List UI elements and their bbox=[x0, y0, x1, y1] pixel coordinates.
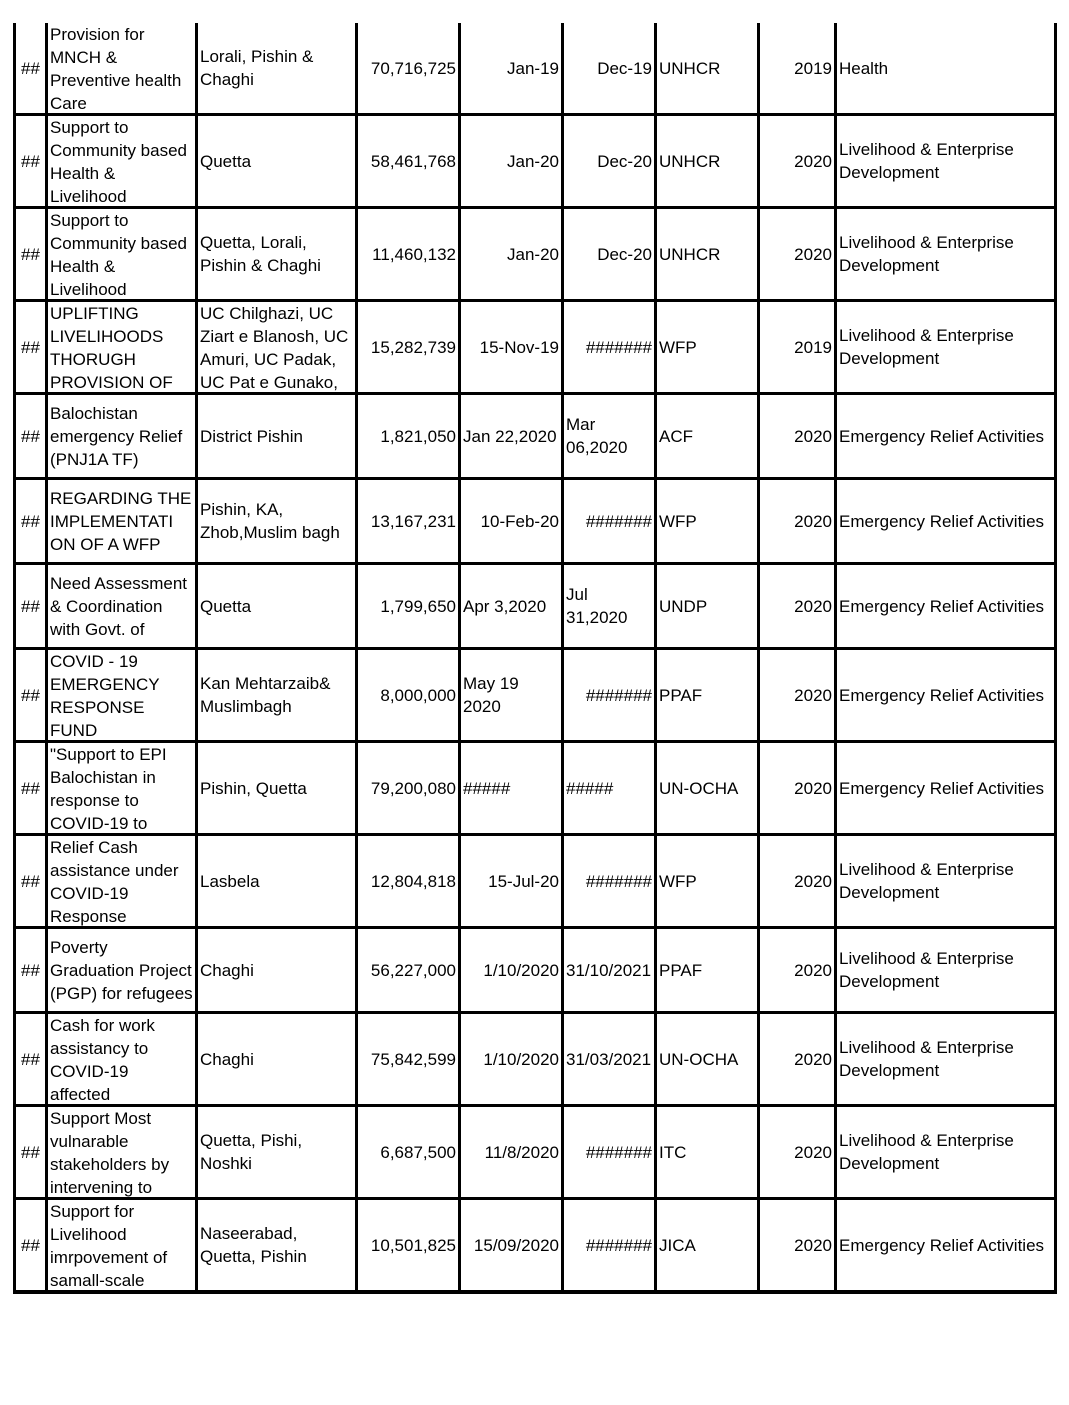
start-date-text: 10-Feb-20 bbox=[480, 511, 559, 531]
year-cell bbox=[759, 742, 836, 835]
year-cell bbox=[759, 479, 836, 564]
sector-text: Livelihood & Enterprise Development bbox=[839, 140, 1014, 182]
sector-text: Livelihood & Enterprise Development bbox=[839, 326, 1014, 368]
sector-cell bbox=[836, 742, 1056, 835]
start-date-cell bbox=[460, 1199, 563, 1293]
start-date-cell bbox=[460, 208, 563, 301]
amount-cell bbox=[357, 23, 460, 115]
row-index-cell bbox=[15, 835, 47, 928]
partner-cell bbox=[656, 928, 759, 1013]
project-title-cell bbox=[47, 115, 197, 208]
start-date-cell bbox=[460, 928, 563, 1013]
amount-text: 8,000,000 bbox=[380, 685, 456, 705]
amount-text: 10,501,825 bbox=[370, 1235, 456, 1255]
end-date-text: Dec-19 bbox=[597, 58, 652, 78]
row-index-cell bbox=[15, 115, 47, 208]
year-cell bbox=[759, 115, 836, 208]
end-date-text: Mar 06,2020 bbox=[566, 415, 628, 457]
year-cell bbox=[759, 1013, 836, 1106]
partner-text: ITC bbox=[659, 1142, 687, 1162]
year-text: 2019 bbox=[794, 58, 832, 78]
year-cell bbox=[759, 835, 836, 928]
row-index-text: ## bbox=[21, 337, 40, 357]
location-cell bbox=[197, 208, 357, 301]
location-text: Lasbela bbox=[200, 871, 260, 891]
location-text: Quetta bbox=[200, 151, 252, 171]
sector-cell bbox=[836, 928, 1056, 1013]
location-cell bbox=[197, 564, 357, 649]
location-cell bbox=[197, 479, 357, 564]
amount-text: 58,461,768 bbox=[370, 151, 456, 171]
partner-text: WFP bbox=[659, 511, 697, 531]
project-title-text: "Support to EPI Balochistan in response to COVID-19 to bbox=[50, 745, 167, 833]
end-date-cell bbox=[563, 208, 656, 301]
end-date-cell bbox=[563, 301, 656, 394]
year-text: 2020 bbox=[794, 1235, 832, 1255]
project-title-text: Relief Cash assistance under COVID-19 Response bbox=[50, 838, 179, 926]
project-title-cell bbox=[47, 1013, 197, 1106]
partner-text: PPAF bbox=[659, 685, 703, 705]
location-cell bbox=[197, 1013, 357, 1106]
sector-text: Livelihood & Enterprise Development bbox=[839, 1131, 1014, 1173]
start-date-cell bbox=[460, 649, 563, 742]
end-date-text: ####### bbox=[585, 337, 652, 357]
row-index-cell bbox=[15, 564, 47, 649]
table-row bbox=[15, 394, 1056, 479]
row-index-text: ## bbox=[21, 1235, 40, 1255]
row-index-text: ## bbox=[21, 1049, 40, 1069]
start-date-cell bbox=[460, 115, 563, 208]
start-date-text: 1/10/2020 bbox=[483, 1049, 559, 1069]
row-index-text: ## bbox=[21, 426, 40, 446]
end-date-cell bbox=[563, 564, 656, 649]
sector-cell bbox=[836, 1199, 1056, 1293]
partner-cell bbox=[656, 479, 759, 564]
location-cell bbox=[197, 301, 357, 394]
sector-text: Emergency Relief Activities bbox=[839, 1235, 1045, 1255]
start-date-text: 1/10/2020 bbox=[483, 960, 559, 980]
partner-text: ACF bbox=[659, 426, 693, 446]
year-cell bbox=[759, 1199, 836, 1293]
location-text: UC Chilghazi, UC Ziart e Blanosh, UC Amuri, UC Padak, UC Pat e Gunako, bbox=[200, 304, 349, 392]
end-date-cell bbox=[563, 479, 656, 564]
year-text: 2020 bbox=[794, 871, 832, 891]
year-text: 2020 bbox=[794, 596, 832, 616]
project-title-cell bbox=[47, 1199, 197, 1293]
start-date-cell bbox=[460, 479, 563, 564]
start-date-cell bbox=[460, 835, 563, 928]
end-date-text: 31/10/2021 bbox=[566, 960, 652, 980]
project-title-text: COVID - 19 EMERGENCY RESPONSE FUND bbox=[50, 652, 160, 740]
amount-text: 15,282,739 bbox=[370, 337, 456, 357]
projects-table bbox=[13, 23, 1057, 1294]
partner-text: JICA bbox=[659, 1235, 696, 1255]
table-row bbox=[15, 835, 1056, 928]
project-title-cell bbox=[47, 479, 197, 564]
row-index-cell bbox=[15, 23, 47, 115]
year-text: 2019 bbox=[794, 337, 832, 357]
project-title-cell bbox=[47, 564, 197, 649]
amount-text: 12,804,818 bbox=[370, 871, 456, 891]
amount-text: 56,227,000 bbox=[370, 960, 456, 980]
amount-cell bbox=[357, 742, 460, 835]
project-title-text: Balochistan emergency Relief (PNJ1A TF) bbox=[50, 403, 183, 469]
partner-cell bbox=[656, 564, 759, 649]
sector-text: Emergency Relief Activities bbox=[839, 685, 1045, 705]
start-date-text: 15/09/2020 bbox=[473, 1235, 559, 1255]
year-cell bbox=[759, 394, 836, 479]
row-index-text: ## bbox=[21, 778, 40, 798]
start-date-text: Jan-20 bbox=[507, 244, 559, 264]
start-date-cell bbox=[460, 742, 563, 835]
end-date-text: Dec-20 bbox=[597, 244, 652, 264]
partner-text: WFP bbox=[659, 871, 697, 891]
sector-text: Emergency Relief Activities bbox=[839, 596, 1045, 616]
sector-cell bbox=[836, 564, 1056, 649]
amount-text: 70,716,725 bbox=[370, 58, 456, 78]
table-body bbox=[15, 23, 1056, 1292]
start-date-text: 15-Nov-19 bbox=[479, 337, 559, 357]
row-index-cell bbox=[15, 479, 47, 564]
sector-cell bbox=[836, 1013, 1056, 1106]
project-title-text: UPLIFTING LIVELIHOODS THORUGH PROVISION OF bbox=[50, 304, 173, 392]
project-title-cell bbox=[47, 1106, 197, 1199]
partner-text: UNHCR bbox=[659, 244, 721, 264]
partner-cell bbox=[656, 1106, 759, 1199]
start-date-cell bbox=[460, 301, 563, 394]
partner-text: UN-OCHA bbox=[659, 1049, 739, 1069]
sector-cell bbox=[836, 479, 1056, 564]
start-date-text: 15-Jul-20 bbox=[488, 871, 559, 891]
amount-cell bbox=[357, 1013, 460, 1106]
year-text: 2020 bbox=[794, 511, 832, 531]
start-date-text: May 19 2020 bbox=[463, 674, 519, 716]
end-date-cell bbox=[563, 649, 656, 742]
row-index-cell bbox=[15, 928, 47, 1013]
row-index-text: ## bbox=[21, 685, 40, 705]
location-text: Pishin, Quetta bbox=[200, 778, 307, 798]
sector-text: Health bbox=[839, 58, 889, 78]
partner-text: UN-OCHA bbox=[659, 778, 739, 798]
amount-cell bbox=[357, 394, 460, 479]
end-date-cell bbox=[563, 1013, 656, 1106]
sector-cell bbox=[836, 301, 1056, 394]
project-title-text: Need Assessment & Coordination with Govt. of bbox=[50, 573, 188, 639]
year-cell bbox=[759, 564, 836, 649]
location-cell bbox=[197, 23, 357, 115]
partner-cell bbox=[656, 1199, 759, 1293]
partner-text: UNHCR bbox=[659, 58, 721, 78]
row-index-cell bbox=[15, 1199, 47, 1293]
sector-cell bbox=[836, 208, 1056, 301]
amount-cell bbox=[357, 1199, 460, 1293]
start-date-cell bbox=[460, 23, 563, 115]
end-date-cell bbox=[563, 1199, 656, 1293]
end-date-text: ##### bbox=[566, 778, 614, 798]
partner-text: WFP bbox=[659, 337, 697, 357]
partner-cell bbox=[656, 835, 759, 928]
amount-cell bbox=[357, 115, 460, 208]
end-date-cell bbox=[563, 835, 656, 928]
location-cell bbox=[197, 649, 357, 742]
end-date-text: Dec-20 bbox=[597, 151, 652, 171]
start-date-cell bbox=[460, 564, 563, 649]
row-index-cell bbox=[15, 301, 47, 394]
year-text: 2020 bbox=[794, 244, 832, 264]
table-row bbox=[15, 1199, 1056, 1293]
sector-text: Livelihood & Enterprise Development bbox=[839, 233, 1014, 275]
amount-cell bbox=[357, 1106, 460, 1199]
amount-text: 1,799,650 bbox=[380, 596, 456, 616]
start-date-text: Apr 3,2020 bbox=[463, 596, 547, 616]
partner-cell bbox=[656, 742, 759, 835]
year-text: 2020 bbox=[794, 426, 832, 446]
project-title-cell bbox=[47, 394, 197, 479]
row-index-text: ## bbox=[21, 871, 40, 891]
year-cell bbox=[759, 1106, 836, 1199]
amount-cell bbox=[357, 649, 460, 742]
table-row bbox=[15, 1013, 1056, 1106]
end-date-text: ####### bbox=[585, 1142, 652, 1162]
row-index-text: ## bbox=[21, 511, 40, 531]
sector-cell bbox=[836, 649, 1056, 742]
row-index-cell bbox=[15, 208, 47, 301]
partner-cell bbox=[656, 649, 759, 742]
table-row bbox=[15, 649, 1056, 742]
location-cell bbox=[197, 394, 357, 479]
row-index-cell bbox=[15, 1013, 47, 1106]
partner-cell bbox=[656, 115, 759, 208]
amount-cell bbox=[357, 835, 460, 928]
location-text: Pishin, KA, Zhob,Muslim bagh bbox=[200, 500, 340, 542]
table-row bbox=[15, 742, 1056, 835]
year-text: 2020 bbox=[794, 685, 832, 705]
end-date-cell bbox=[563, 394, 656, 479]
amount-cell bbox=[357, 208, 460, 301]
table-row bbox=[15, 564, 1056, 649]
partner-text: UNHCR bbox=[659, 151, 721, 171]
end-date-cell bbox=[563, 115, 656, 208]
project-title-cell bbox=[47, 208, 197, 301]
sector-text: Emergency Relief Activities bbox=[839, 778, 1045, 798]
start-date-cell bbox=[460, 1106, 563, 1199]
project-title-text: Cash for work assistancy to COVID-19 affected bbox=[50, 1016, 155, 1104]
sector-cell bbox=[836, 394, 1056, 479]
start-date-text: 11/8/2020 bbox=[484, 1142, 559, 1162]
location-text: District Pishin bbox=[200, 426, 303, 446]
location-text: Naseerabad, Quetta, Pishin bbox=[200, 1224, 307, 1266]
amount-text: 6,687,500 bbox=[380, 1142, 456, 1162]
amount-cell bbox=[357, 301, 460, 394]
partner-cell bbox=[656, 1013, 759, 1106]
end-date-cell bbox=[563, 23, 656, 115]
partner-text: PPAF bbox=[659, 960, 703, 980]
project-title-text: Poverty Graduation Project (PGP) for refugees bbox=[50, 937, 193, 1003]
end-date-cell bbox=[563, 1106, 656, 1199]
sector-text: Livelihood & Enterprise Development bbox=[839, 860, 1014, 902]
start-date-text: Jan-20 bbox=[507, 151, 559, 171]
project-title-text: Support to Community based Health & Livelihood bbox=[50, 211, 188, 299]
end-date-text: Jul 31,2020 bbox=[566, 585, 628, 627]
amount-cell bbox=[357, 928, 460, 1013]
row-index-text: ## bbox=[21, 151, 40, 171]
location-text: Chaghi bbox=[200, 960, 254, 980]
table-row bbox=[15, 208, 1056, 301]
year-text: 2020 bbox=[794, 960, 832, 980]
amount-text: 75,842,599 bbox=[370, 1049, 456, 1069]
project-title-text: Support to Community based Health & Livelihood bbox=[50, 118, 188, 206]
location-cell bbox=[197, 115, 357, 208]
sector-text: Emergency Relief Activities bbox=[839, 511, 1045, 531]
year-text: 2020 bbox=[794, 1049, 832, 1069]
row-index-text: ## bbox=[21, 58, 40, 78]
location-cell bbox=[197, 742, 357, 835]
amount-cell bbox=[357, 479, 460, 564]
sector-cell bbox=[836, 115, 1056, 208]
location-cell bbox=[197, 1199, 357, 1293]
location-text: Quetta, Lorali, Pishin & Chaghi bbox=[200, 233, 321, 275]
year-text: 2020 bbox=[794, 778, 832, 798]
end-date-text: ####### bbox=[585, 1235, 652, 1255]
project-title-text: Support Most vulnarable stakeholders by intervening to bbox=[50, 1109, 170, 1197]
project-title-cell bbox=[47, 301, 197, 394]
amount-cell bbox=[357, 564, 460, 649]
start-date-cell bbox=[460, 1013, 563, 1106]
start-date-text: Jan 22,2020 bbox=[463, 426, 557, 446]
end-date-text: ####### bbox=[585, 871, 652, 891]
row-index-cell bbox=[15, 649, 47, 742]
location-text: Lorali, Pishin & Chaghi bbox=[200, 47, 314, 89]
amount-text: 79,200,080 bbox=[370, 778, 456, 798]
location-text: Chaghi bbox=[200, 1049, 254, 1069]
amount-text: 13,167,231 bbox=[370, 511, 456, 531]
table-row bbox=[15, 23, 1056, 115]
sector-cell bbox=[836, 1106, 1056, 1199]
row-index-text: ## bbox=[21, 1142, 40, 1162]
year-cell bbox=[759, 649, 836, 742]
year-text: 2020 bbox=[794, 151, 832, 171]
table-row bbox=[15, 301, 1056, 394]
sector-cell bbox=[836, 23, 1056, 115]
row-index-cell bbox=[15, 742, 47, 835]
row-index-text: ## bbox=[21, 596, 40, 616]
year-text: 2020 bbox=[794, 1142, 832, 1162]
year-cell bbox=[759, 23, 836, 115]
end-date-cell bbox=[563, 928, 656, 1013]
row-index-cell bbox=[15, 1106, 47, 1199]
location-cell bbox=[197, 835, 357, 928]
amount-text: 1,821,050 bbox=[380, 426, 456, 446]
end-date-cell bbox=[563, 742, 656, 835]
project-title-cell bbox=[47, 649, 197, 742]
project-title-text: Provision for MNCH & Preventive health Care bbox=[50, 25, 182, 113]
year-cell bbox=[759, 928, 836, 1013]
row-index-text: ## bbox=[21, 960, 40, 980]
sector-cell bbox=[836, 835, 1056, 928]
location-cell bbox=[197, 1106, 357, 1199]
project-title-text: Support for Livelihood imrpovement of samall-scale bbox=[50, 1202, 168, 1290]
row-index-cell bbox=[15, 394, 47, 479]
amount-text: 11,460,132 bbox=[372, 244, 456, 264]
sector-text: Livelihood & Enterprise Development bbox=[839, 949, 1014, 991]
end-date-text: ####### bbox=[585, 685, 652, 705]
location-cell bbox=[197, 928, 357, 1013]
partner-cell bbox=[656, 208, 759, 301]
year-cell bbox=[759, 301, 836, 394]
end-date-text: 31/03/2021 bbox=[566, 1049, 652, 1069]
project-title-cell bbox=[47, 835, 197, 928]
project-title-cell bbox=[47, 742, 197, 835]
year-cell bbox=[759, 208, 836, 301]
partner-cell bbox=[656, 301, 759, 394]
project-title-cell bbox=[47, 928, 197, 1013]
sector-text: Livelihood & Enterprise Development bbox=[839, 1038, 1014, 1080]
location-text: Kan Mehtarzaib& Muslimbagh bbox=[200, 674, 331, 716]
table-row bbox=[15, 479, 1056, 564]
location-text: Quetta bbox=[200, 596, 252, 616]
table-row bbox=[15, 1106, 1056, 1199]
table-row bbox=[15, 115, 1056, 208]
partner-cell bbox=[656, 394, 759, 479]
partner-cell bbox=[656, 23, 759, 115]
project-title-cell bbox=[47, 23, 197, 115]
project-title-text: REGARDING THE IMPLEMENTATI ON OF A WFP bbox=[50, 488, 192, 554]
partner-text: UNDP bbox=[659, 596, 708, 616]
start-date-cell bbox=[460, 394, 563, 479]
table-row bbox=[15, 928, 1056, 1013]
start-date-text: Jan-19 bbox=[507, 58, 559, 78]
end-date-text: ####### bbox=[585, 511, 652, 531]
location-text: Quetta, Pishi, Noshki bbox=[200, 1131, 303, 1173]
start-date-text: ##### bbox=[463, 778, 511, 798]
sector-text: Emergency Relief Activities bbox=[839, 426, 1045, 446]
row-index-text: ## bbox=[21, 244, 40, 264]
